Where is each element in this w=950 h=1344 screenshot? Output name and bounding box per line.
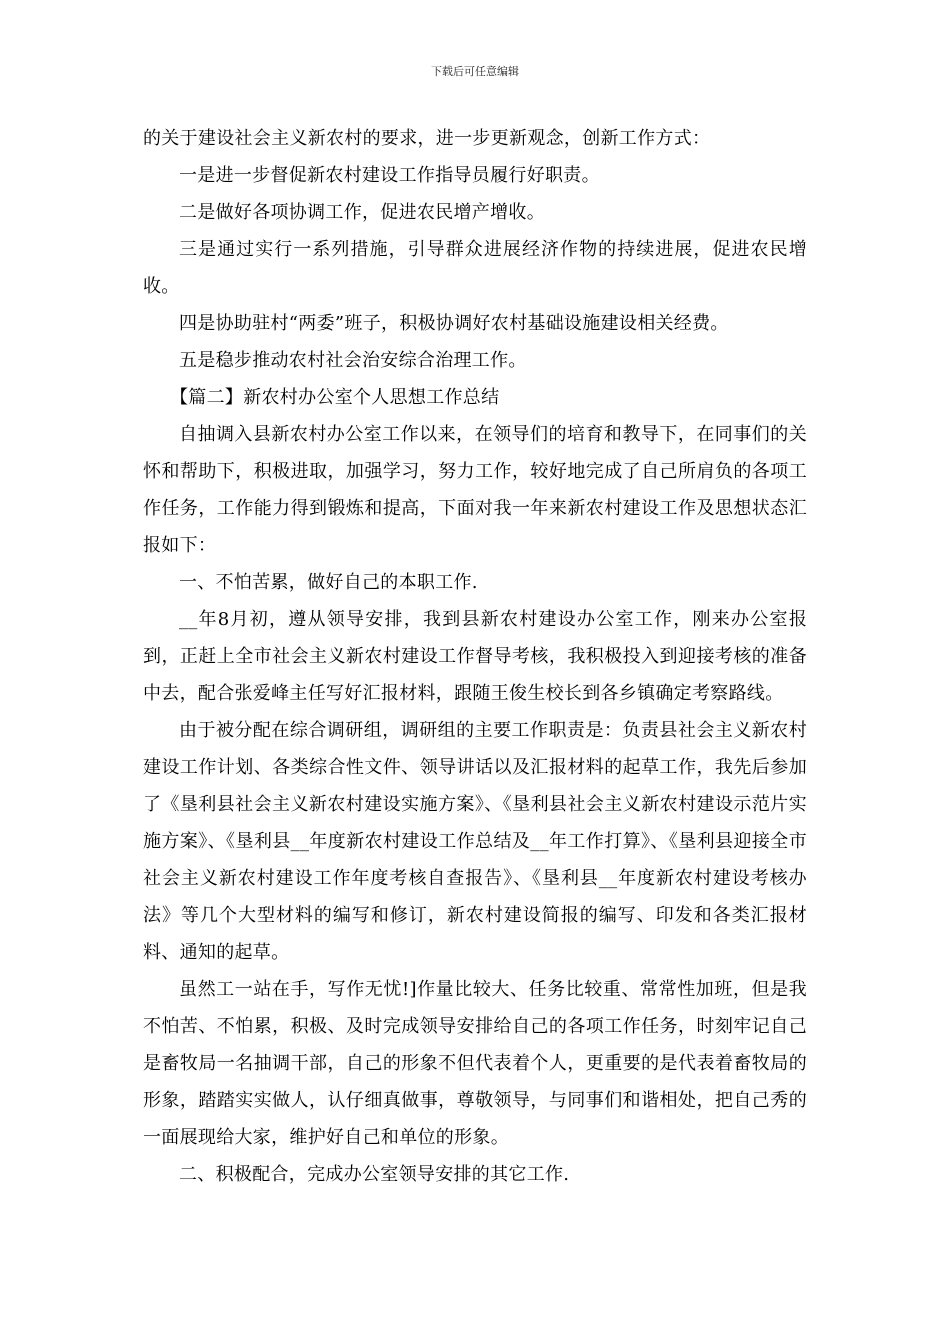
paragraph-8: __年8月初，遵从领导安排，我到县新农村建设办公室工作，刚来办公室报到，正赶上全市社会主义新农村建设工作督导考核，我积极投入到迎接考核的准备中去，配合张爱峰主任写好汇报材料，跟随王俊生校长到各乡镇确定考察路线。 <box>143 609 807 704</box>
subsection-heading-1: 一、不怕苦累，做好自己的本职工作. <box>179 572 478 593</box>
document-body <box>143 120 807 1193</box>
paragraph-4: 三是通过实行一系列措施，引导群众进展经济作物的持续进展，促进农民增收。 <box>143 239 807 297</box>
paragraph-2: 一是进一步督促新农村建设工作指导员履行好职责。 <box>179 165 600 186</box>
subsection-heading-2: 二、积极配合，完成办公室领导安排的其它工作. <box>179 1164 570 1185</box>
page-header-note: 下载后可任意编辑 <box>431 65 519 78</box>
paragraph-3: 二是做好各项协调工作，促进农民增产增收。 <box>179 202 545 223</box>
paragraph-5: 四是协助驻村“两委”班子，积极协调好农村基础设施建设相关经费。 <box>179 313 729 334</box>
paragraph-9: 由于被分配在综合调研组，调研组的主要工作职责是：负责县社会主义新农村建设工作计划、各类综合性文件、领导讲话以及汇报材料的起草工作，我先后参加了《垦利县社会主义新农村建设实施方案》、《垦利县社会主义新农村建设示范片实施方案》、《垦利县__年度新农村建设工作总结及__年工作打算》、《垦利县迎接全市社会主义新农村建设工作年度考核自查报告》、《垦利县__年度新农村建设考核办法》等几个大型材料的编写和修订，新农村建设简报的编写、印发和各类汇报材料、通知的起草。 <box>143 720 807 963</box>
section-heading: 【篇二】新农村办公室个人思想工作总结 <box>170 387 500 408</box>
paragraph-6: 五是稳步推动农村社会治安综合治理工作。 <box>179 350 527 371</box>
paragraph-1: 的关于建设社会主义新农村的要求，进一步更新观念，创新工作方式： <box>143 128 711 149</box>
paragraph-7: 自抽调入县新农村办公室工作以来，在领导们的培育和教导下，在同事们的关怀和帮助下，积极进取，加强学习，努力工作，较好地完成了自己所肩负的各项工作任务，工作能力得到锻炼和提高，下面对我一年来新农村建设工作及思想状态汇报如下： <box>143 424 807 556</box>
paragraph-10: 虽然工一站在手，写作无忧!]作量比较大、任务比较重、常常性加班，但是我不怕苦、不怕累，积极、及时完成领导安排给自己的各项工作任务，时刻牢记自己是畜牧局一名抽调干部，自己的形象不但代表着个人，更重要的是代表着畜牧局的形象，踏踏实实做人，认仔细真做事，尊敬领导，与同事们和谐相处，把自己秀的一面展现给大家，维护好自己和单位的形象。 <box>143 979 807 1148</box>
